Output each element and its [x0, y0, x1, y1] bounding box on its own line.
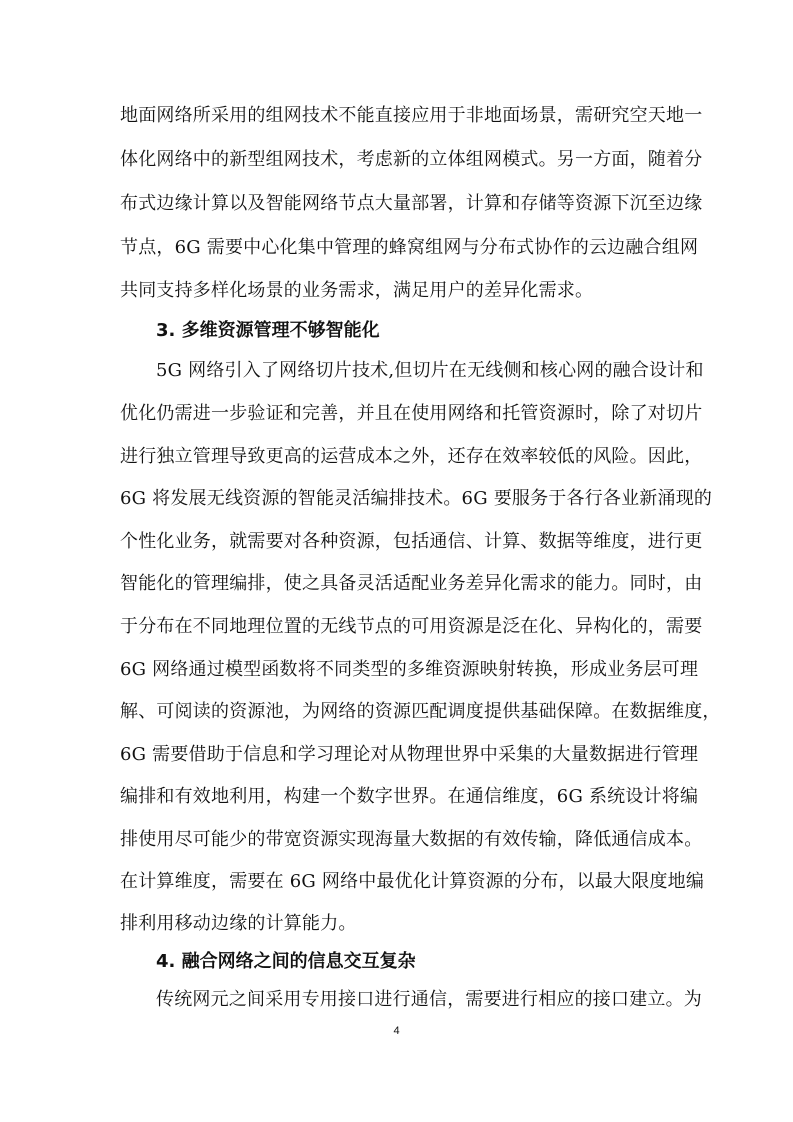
paragraph-line: 地面网络所采用的组网技术不能直接应用于非地面场景，需研究空天地一 — [120, 105, 703, 126]
paragraph-line: 排利用移动边缘的计算能力。 — [120, 913, 357, 934]
paragraph-line: 个性化业务，就需要对各种资源，包括通信、计算、数据等维度，进行更 — [120, 531, 703, 552]
paragraph-line: 优化仍需进一步验证和完善，并且在使用网络和托管资源时，除了对切片 — [120, 403, 703, 424]
section-heading: 4. 融合网络之间的信息交互复杂 — [156, 951, 416, 972]
paragraph-line: 传统网元之间采用专用接口进行通信，需要进行相应的接口建立。为 — [156, 989, 702, 1010]
section-heading: 3. 多维资源管理不够智能化 — [156, 320, 380, 341]
paragraph-line: 6G 网络通过模型函数将不同类型的多维资源映射转换，形成业务层可理 — [120, 659, 699, 680]
paragraph-line: 排使用尽可能少的带宽资源实现海量大数据的有效传输，降低通信成本。 — [120, 829, 703, 850]
paragraph-line: 6G 将发展无线资源的智能灵活编排技术。6G 要服务于各行各业新涌现的 — [120, 488, 713, 509]
paragraph-line: 解、可阅读的资源池，为网络的资源匹配调度提供基础保障。在数据维度， — [120, 701, 721, 722]
paragraph-line: 进行独立管理导致更高的运营成本之外，还存在效率较低的风险。因此， — [120, 446, 703, 467]
paragraph-line: 体化网络中的新型组网技术，考虑新的立体组网模式。另一方面，随着分 — [120, 149, 703, 170]
paragraph-line: 布式边缘计算以及智能网络节点大量部署，计算和存储等资源下沉至边缘 — [120, 193, 703, 214]
paragraph-line: 智能化的管理编排，使之具备灵活适配业务差异化需求的能力。同时，由 — [120, 573, 703, 594]
paragraph-line: 在计算维度，需要在 6G 网络中最优化计算资源的分布，以最大限度地编 — [120, 871, 705, 892]
page-number: 4 — [393, 1025, 400, 1037]
paragraph-line: 5G 网络引入了网络切片技术,但切片在无线侧和核心网的融合设计和 — [156, 360, 704, 381]
paragraph-line: 编排和有效地利用，构建一个数字世界。在通信维度，6G 系统设计将编 — [120, 786, 699, 807]
paragraph-line: 6G 需要借助于信息和学习理论对从物理世界中采集的大量数据进行管理 — [120, 744, 699, 765]
paragraph-line: 节点，6G 需要中心化集中管理的蜂窝组网与分布式协作的云边融合组网 — [120, 237, 699, 258]
paragraph-line: 共同支持多样化场景的业务需求，满足用户的差异化需求。 — [120, 280, 594, 301]
paragraph-line: 于分布在不同地理位置的无线节点的可用资源是泛在化、异构化的，需要 — [120, 616, 703, 637]
